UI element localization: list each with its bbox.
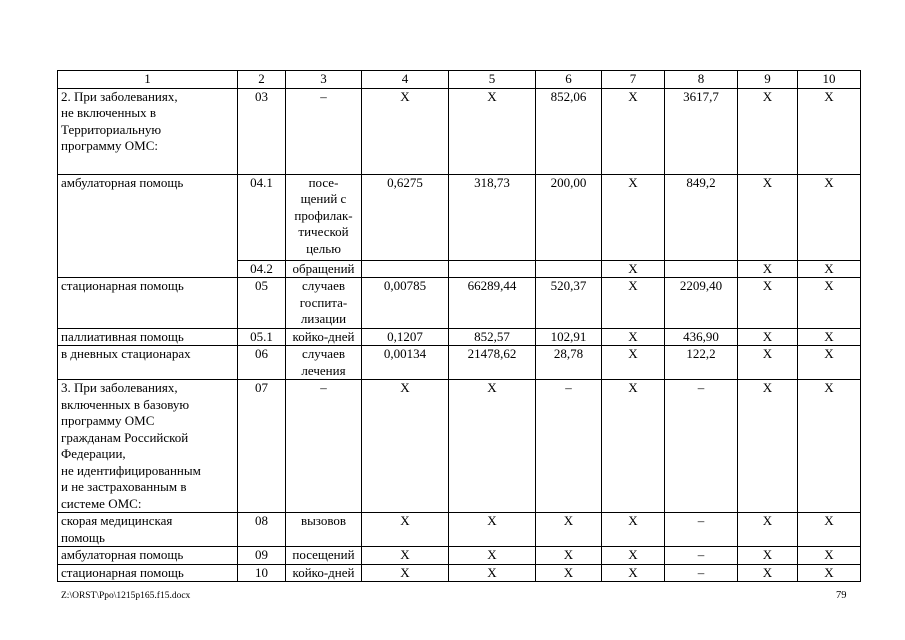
row-code-cell: 04.1 [238,174,286,260]
table-row [58,564,861,582]
row-code-cell: 03 [238,88,286,174]
table-cell [449,260,536,278]
table-cell: 122,2 [665,346,738,380]
table-cell: X [738,547,798,565]
row-name-cell: амбулаторная помощь [58,174,238,278]
table-cell: X [536,564,602,582]
table-cell: X [602,88,665,174]
footer-file-path: Z:\ORST\Ppo\1215p165.f15.docx [61,591,191,601]
table-cell: 436,90 [665,328,738,346]
row-name-cell: паллиативная помощь [58,328,238,346]
table-cell: X [602,564,665,582]
row-name-cell: в дневных стационарах [58,346,238,380]
table-cell: X [602,278,665,329]
header-cell: 9 [738,71,798,89]
table-cell: X [738,380,798,513]
header-cell: 1 [58,71,238,89]
table-cell [362,260,449,278]
table-cell: X [798,547,861,565]
table-cell: X [602,260,665,278]
row-name-cell: стационарная помощь [58,564,238,582]
table-cell: 852,57 [449,328,536,346]
table-cell: X [602,380,665,513]
header-cell: 2 [238,71,286,89]
row-code-cell: 05 [238,278,286,329]
row-name-cell: 3. При заболеваниях, включенных в базовую программу ОМС гражданам Российской Федерации, не идентифицированным и не застрахованным в системе ОМС: [58,380,238,513]
table-cell: X [602,174,665,260]
table-row [58,513,861,547]
page-number: 79 [836,590,847,601]
row-name-cell: амбулаторная помощь [58,547,238,565]
row-unit-cell: случаев госпита- лизации [286,278,362,329]
table-cell: 3617,7 [665,88,738,174]
table-cell: – [665,547,738,565]
table-cell: – [665,380,738,513]
header-cell: 7 [602,71,665,89]
table-cell: 0,1207 [362,328,449,346]
table-cell: X [798,564,861,582]
table-row [58,346,861,380]
table-cell: 0,6275 [362,174,449,260]
row-code-cell: 06 [238,346,286,380]
table-cell: X [798,513,861,547]
table-cell: X [362,564,449,582]
table-cell: 520,37 [536,278,602,329]
row-unit-cell: койко-дней [286,564,362,582]
table-cell: X [738,513,798,547]
table-cell: X [536,513,602,547]
table-row [58,88,861,174]
table-cell: X [602,547,665,565]
row-code-cell: 09 [238,547,286,565]
header-row [58,71,861,89]
row-unit-cell: случаев лечения [286,346,362,380]
header-cell: 4 [362,71,449,89]
header-cell: 10 [798,71,861,89]
table-cell: 102,91 [536,328,602,346]
table-cell: 0,00785 [362,278,449,329]
table-cell: 28,78 [536,346,602,380]
row-unit-cell: вызовов [286,513,362,547]
row-unit-cell: обращений [286,260,362,278]
row-code-cell: 07 [238,380,286,513]
table-cell: 2209,40 [665,278,738,329]
header-cell: 5 [449,71,536,89]
table-cell: 849,2 [665,174,738,260]
row-name-cell: 2. При заболеваниях, не включенных в Территориальную программу ОМС: [58,88,238,174]
row-code-cell: 10 [238,564,286,582]
row-code-cell: 05.1 [238,328,286,346]
table-cell: X [798,380,861,513]
table-cell [665,260,738,278]
table-row [58,278,861,329]
row-unit-cell: койко-дней [286,328,362,346]
table-cell: – [665,564,738,582]
table-cell: X [798,346,861,380]
table-cell: 0,00134 [362,346,449,380]
table-cell: X [738,260,798,278]
header-cell: 8 [665,71,738,89]
row-code-cell: 04.2 [238,260,286,278]
table-cell: X [362,547,449,565]
table-cell: X [738,174,798,260]
table-cell: X [602,328,665,346]
table-cell: X [602,513,665,547]
table-cell: 200,00 [536,174,602,260]
table-cell: X [602,346,665,380]
table-cell: X [798,328,861,346]
table-cell: – [536,380,602,513]
table-cell: X [738,564,798,582]
header-cell: 3 [286,71,362,89]
row-unit-cell: посещений [286,547,362,565]
table-cell: 21478,62 [449,346,536,380]
table-row [58,547,861,565]
table-cell: X [536,547,602,565]
table-cell: X [362,513,449,547]
row-unit-cell: – [286,380,362,513]
data-table [57,70,861,582]
table-cell: X [798,278,861,329]
row-name-cell: скорая медицинская помощь [58,513,238,547]
table-cell: X [738,88,798,174]
table-cell: X [738,328,798,346]
table-cell: X [449,380,536,513]
table-cell: X [449,88,536,174]
table-cell: X [449,564,536,582]
row-code-cell: 08 [238,513,286,547]
table-cell [536,260,602,278]
table-row [58,380,861,513]
table-cell: X [798,174,861,260]
table-cell: X [449,547,536,565]
table-cell: X [798,88,861,174]
table-cell: X [798,260,861,278]
table-cell: 318,73 [449,174,536,260]
table-cell: – [665,513,738,547]
row-name-cell: стационарная помощь [58,278,238,329]
table-cell: 852,06 [536,88,602,174]
table-cell: X [362,88,449,174]
header-cell: 6 [536,71,602,89]
table-row [58,174,861,260]
row-unit-cell: посе- щений с профилак- тической целью [286,174,362,260]
table-cell: X [738,346,798,380]
table-cell: X [738,278,798,329]
row-unit-cell: – [286,88,362,174]
table-row [58,328,861,346]
table-cell: X [362,380,449,513]
table-cell: 66289,44 [449,278,536,329]
table-cell: X [449,513,536,547]
